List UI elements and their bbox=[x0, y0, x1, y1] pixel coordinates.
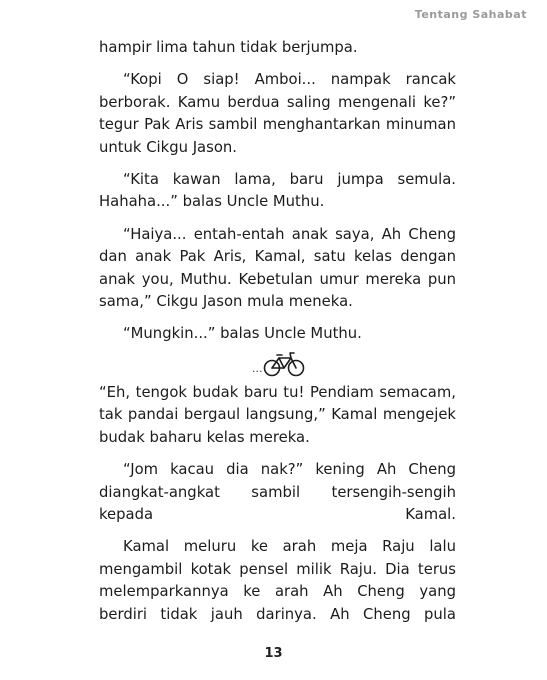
paragraph-7: “Jom kacau dia nak?” kening Ah Cheng diangkat-angkat sambil tersengih-sengih kepada Kamal. bbox=[99, 461, 456, 523]
paragraph-1: hampir lima tahun tidak berjumpa. bbox=[99, 39, 358, 56]
page-number: 13 bbox=[264, 646, 283, 661]
divider-dots: ... bbox=[252, 361, 263, 375]
paragraph-8: Kamal meluru ke arah meja Raju lalu mengambil kotak pensel milik Raju. Dia terus melemparkannya ke arah Ah Cheng yang berdiri tidak jauh darinya. Ah Cheng pula bbox=[99, 538, 456, 623]
paragraph-4: “Haiya... entah-entah anak saya, Ah Cheng dan anak Pak Aris, Kamal, satu kelas dengan anak you, Muthu. Kebetulan umur mereka pun sama,” Cikgu Jason mula meneka. bbox=[99, 225, 456, 311]
paragraph-6: “Eh, tengok budak baru tu! Pendiam semacam, tak pandai bergaul langsung,” Kamal mengejek budak baharu kelas mereka. bbox=[99, 383, 456, 446]
bicycle-icon bbox=[262, 350, 306, 378]
paragraph-3: “Kita kawan lama, baru jumpa semula. Hahaha...” balas Uncle Muthu. bbox=[99, 171, 456, 211]
page-body bbox=[99, 37, 456, 626]
paragraph-2: “Kopi O siap! Amboi... nampak rancak berborak. Kamu berdua saling mengenali ke?” tegur Pak Aris sambil menghantarkan minuman untuk Cikgu Jason. bbox=[99, 71, 456, 156]
running-header: Tentang Sahabat bbox=[414, 8, 527, 21]
paragraph-5: “Mungkin...” balas Uncle Muthu. bbox=[123, 325, 362, 343]
scene-divider bbox=[99, 350, 456, 380]
